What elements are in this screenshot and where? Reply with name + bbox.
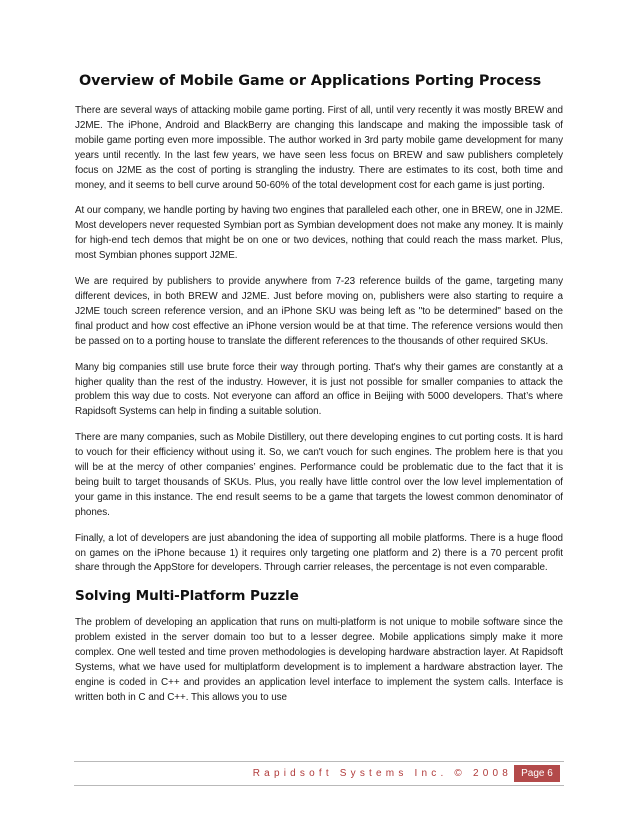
paragraph: The problem of developing an application that runs on multi-platform is not unique to mobile software since the problem existed in the server domain too but to a lesser degree. Mobile applications simply make it more complex. One well tested and time proven methodologies is developing hardware abstraction layer. At Rapidsoft Systems, what we have used for multiplatform development is to implement a hardware abstraction layer. The engine is coded in C++ and provides an application level interface to implement the system calls. Interface is written both in C and C++. This allows you to use bbox=[75, 617, 563, 703]
footer-divider-bottom bbox=[74, 785, 564, 786]
paragraph: Finally, a lot of developers are just abandoning the idea of supporting all mobile platforms. There is a huge flood on games on the iPhone because 1) it requires only targeting one platform and 2) there is a 70 percent profit share through the AppStore for developers. Through carrier releases, the percentage is not even comparable. bbox=[75, 532, 563, 574]
paragraph: At our company, we handle porting by having two engines that paralleled each other, one in BREW, one in J2ME. Most developers never requested Symbian port as Symbian development does not make any money. It is mainly for high-end tech demos that might be on one or two devices, nothing that could reach the mass market. Plus, most Symbian phones support J2ME. bbox=[75, 205, 563, 262]
page-content bbox=[75, 72, 563, 717]
page-number-badge: Page 6 bbox=[514, 765, 560, 782]
paragraph: There are several ways of attacking mobile game porting. First of all, until very recently it was mostly BREW and J2ME. The iPhone, Android and BlackBerry are changing this landscape and making the impossible task of mobile game porting even more impossible. The author worked in 3rd party mobile game development for many years until recently. In the last few years, we have seen less focus on BREW and saw publishers completely focus on J2ME as the cost of porting is strangling the industry. There are estimates to its cost, both time and money, and it seems to bell curve around 50-60% of the total development cost for each game is just porting. bbox=[75, 105, 563, 191]
footer-company-text: Rapidsoft Systems Inc. © 2008 bbox=[252, 768, 512, 779]
paragraph: There are many companies, such as Mobile Distillery, out there developing engines to cut porting costs. It is hard to vouch for their efficiency without using it. So, we can't vouch for such engines. The problem here is that you will be at the mercy of other companies’ engines. Performance could be problematic due to the fact that it is being built to target thousands of SKUs. Plus, you really have little control over the low level implementation of your game in this instance. The end result seems to be a game that targets the lowest common denominator of phones. bbox=[75, 432, 563, 518]
section-heading-multi-platform: Solving Multi-Platform Puzzle bbox=[75, 588, 299, 605]
footer-divider-top bbox=[74, 761, 564, 762]
paragraph: We are required by publishers to provide anywhere from 7-23 reference builds of the game, targeting many different devices, in both BREW and J2ME. Just before moving on, publishers were also starting to require a J2ME touch screen reference version, and an iPhone SKU was being left as "to be determined" based on the final product and how cost effective an iPhone version would be at that time. The reference versions would then be passed on to a porting house to translate the different references to the thousands of other required SKUs. bbox=[75, 276, 563, 347]
section-heading-porting-overview: Overview of Mobile Game or Applications Porting Process bbox=[79, 73, 542, 89]
paragraph: Many big companies still use brute force their way through porting. That's why their games are constantly at a higher quality than the rest of the industry. However, it is just not possible for smaller companies to attack the problem this way due to costs. Not everyone can afford an office in Beijing with 5000 developers. That’s where Rapidsoft Systems can help in finding a suitable solution. bbox=[75, 361, 563, 418]
page-footer bbox=[74, 761, 564, 787]
